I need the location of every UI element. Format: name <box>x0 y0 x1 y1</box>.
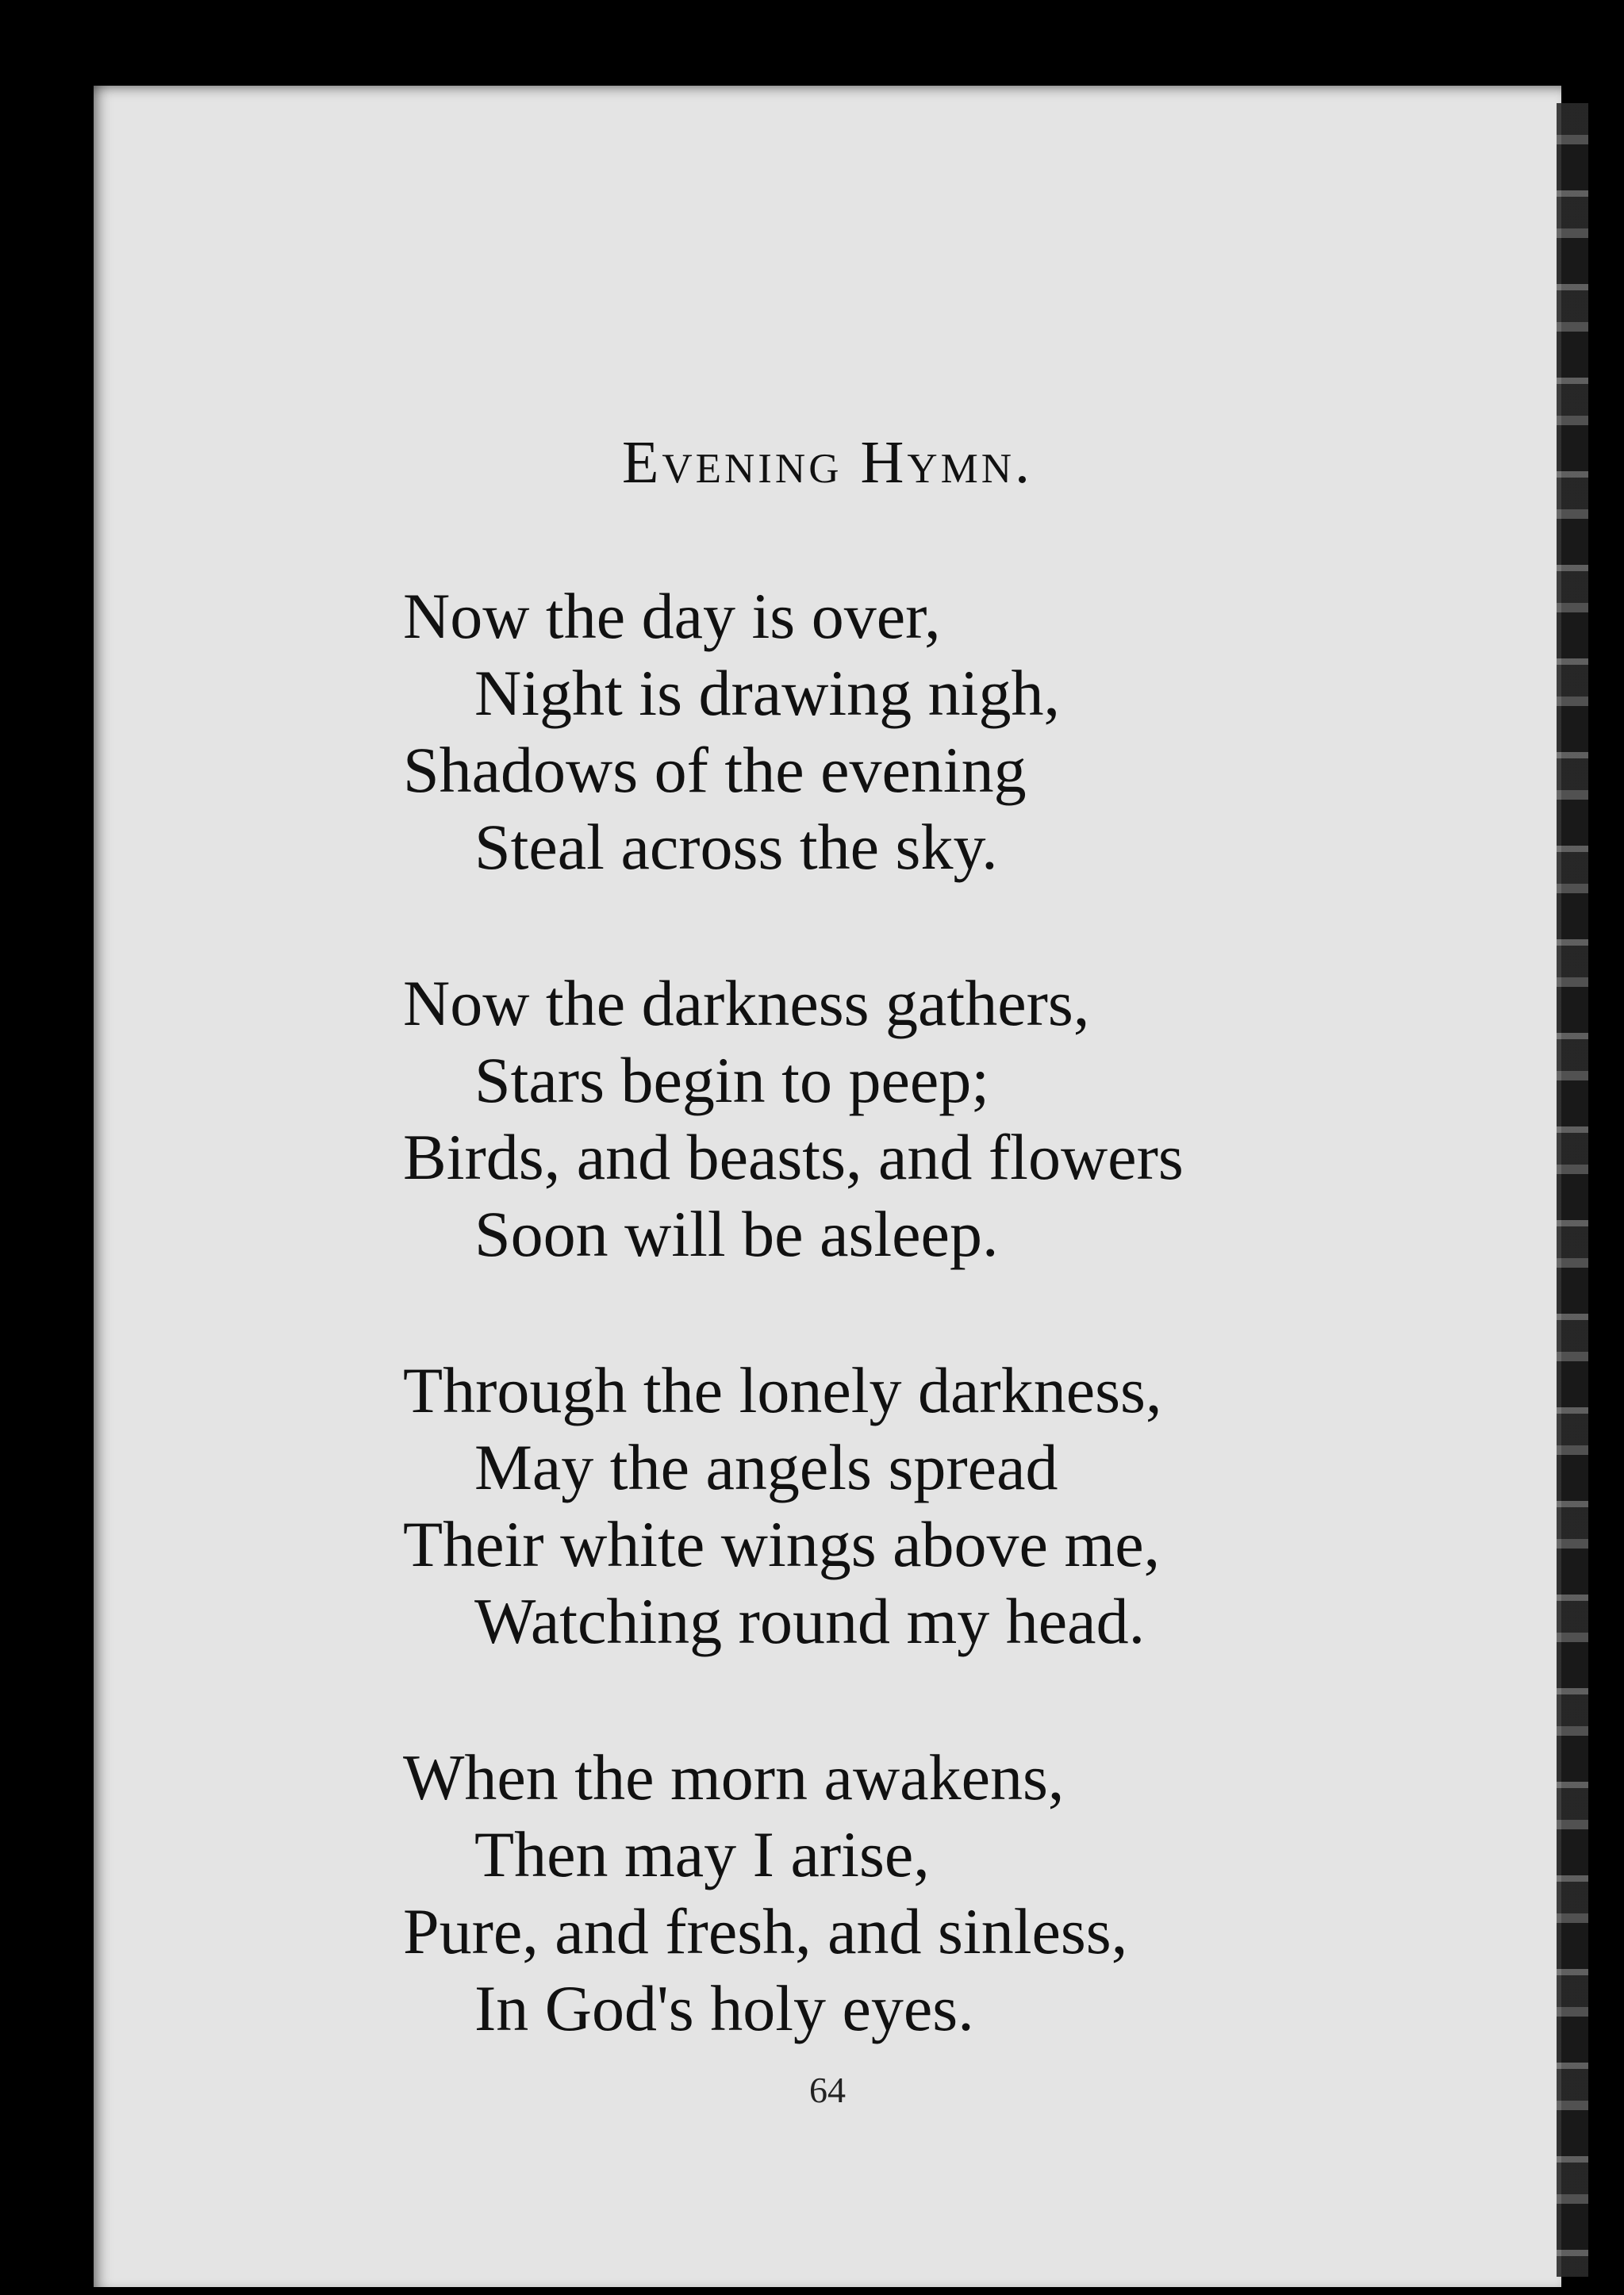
poem-line: Watching round my head. <box>474 1585 1146 1657</box>
page-edge <box>1557 103 1588 2277</box>
poem-line: Through the lonely darkness, <box>403 1354 1162 1426</box>
poem-line: Pure, and fresh, and sinless, <box>403 1895 1128 1967</box>
poem-line: Now the darkness gathers, <box>403 967 1090 1039</box>
poem-body <box>403 578 1434 2126</box>
poem-line: Stars begin to peep; <box>474 1044 990 1116</box>
page-number: 64 <box>809 2070 846 2110</box>
poem-title: Evening Hymn. <box>621 429 1034 496</box>
poem-line: Then may I arise, <box>474 1818 930 1890</box>
poem-line: Steal across the sky. <box>474 811 998 883</box>
book-page <box>94 86 1561 2287</box>
poem-line: In God's holy eyes. <box>474 1972 974 2044</box>
poem-line: Night is drawing nigh, <box>474 657 1060 729</box>
poem-line: Birds, and beasts, and flowers <box>403 1121 1184 1193</box>
stanza-3 <box>403 1352 1434 1660</box>
poem-line: Soon will be asleep. <box>474 1198 999 1270</box>
stanza-1 <box>403 578 1434 885</box>
poem-line: Their white wings above me, <box>403 1508 1161 1580</box>
poem-line: When the morn awakens, <box>403 1741 1065 1813</box>
poem-line: Now the day is over, <box>403 580 941 652</box>
stanza-2 <box>403 965 1434 1272</box>
stanza-4 <box>403 1739 1434 2047</box>
poem-line: Shadows of the evening <box>403 734 1027 806</box>
poem-line: May the angels spread <box>474 1431 1058 1503</box>
